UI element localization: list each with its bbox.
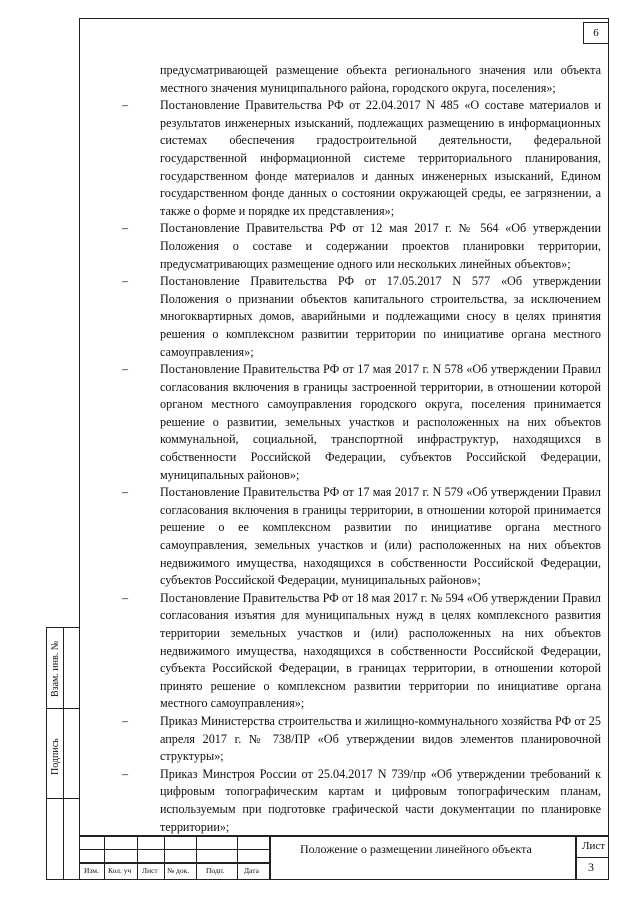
list-item — [116, 713, 601, 766]
continuation-paragraph — [116, 62, 601, 97]
header-doc-number: № док. — [167, 866, 190, 875]
list-item — [116, 361, 601, 484]
list-item — [116, 590, 601, 713]
paragraph-text: Постановление Правительства РФ от 18 мая 2017 г. № 594 «Об утверждении Правил согласования изъятия для муниципальных нужд в целях комплексного развития территории земельных участков и (или) расположенных на них объектов недвижимого имущества, находящихся в собственности Российской Федерации, субъекта Российской Федерации, в границах территории, в отношении которой принято решение о комплексном развитии территории по инициативе органа местного самоуправления»; — [160, 590, 601, 711]
list-dash: – — [122, 590, 129, 605]
document-title: Положение о размещении линейного объекта — [300, 842, 532, 856]
list-item — [116, 484, 601, 590]
list-dash: – — [122, 485, 129, 500]
header-izm: Изм. — [84, 866, 99, 875]
header-kol-uch: Кол. уч — [108, 866, 132, 875]
sheet-number: 3 — [588, 860, 594, 874]
replacement-inventory-label: Взам. инв. № — [50, 640, 61, 697]
list-dash: – — [122, 274, 129, 289]
paragraph-text: Постановление Правительства РФ от 17.05.2017 N 577 «Об утверждении Положения о признании объектов капитального строительства, за исключением многоквартирных домов, аварийными и подлежащими сносу в целях принятия решения о комплексном развитии территории по инициативе органа местного самоуправления»; — [160, 274, 601, 359]
list-dash: – — [122, 221, 129, 236]
list-item — [116, 97, 601, 220]
paragraph-text: Постановление Правительства РФ от 12 мая 2017 г. № 564 «Об утверждении Положения о составе и содержании проектов планировки территории, предусматривающих размещение одного или нескольких линейных объектов»; — [160, 221, 601, 271]
header-list: Лист — [142, 866, 158, 875]
paragraph-text: Приказ Министерства строительства и жилищно-коммунального хозяйства РФ от 25 апреля 2017 г. № 738/ПР «Об утверждении видов элементов планировочной структуры»; — [160, 713, 601, 764]
document-body — [116, 62, 601, 836]
list-item — [116, 766, 601, 836]
paragraph-text: Приказ Минстроя России от 25.04.2017 N 739/пр «Об утверждении требований к цифровым топографическим картам и цифровым топографическим планам, используемым при подготовке графической части документации по планировке территории»; — [160, 766, 601, 834]
list-item — [116, 273, 601, 361]
list-dash: – — [122, 98, 129, 113]
list-dash: – — [122, 766, 129, 781]
paragraph-text: Постановление Правительства РФ от 17 мая 2017 г. N 579 «Об утверждении Правил согласования включения в границы территории, в отношении которой принимается решение о ее комплексном развитии по инициативе органа местного самоуправления, земельных участков и (или) расположенных на них объектов недвижимого имущества, находящихся в собственности Российской Федерации, субъектов Российской Федерации, муниципальных районов»; — [160, 485, 601, 588]
sheet-label: Лист — [582, 840, 606, 852]
header-signature: Подп. — [206, 866, 225, 875]
paragraph-text: предусматривающей размещение объекта регионального значения или объекта местного значения муниципального района, городского округа, поселения»; — [160, 63, 601, 95]
list-item — [116, 220, 601, 273]
signature-label: Подпись — [50, 738, 61, 775]
header-date: Дата — [244, 866, 259, 875]
list-dash: – — [122, 362, 129, 377]
paragraph-text: Постановление Правительства РФ от 17 мая 2017 г. N 578 «Об утверждении Правил согласования включения в границы застроенной территории, в отношении которой органом местного самоуправления городского округа, поселения принимается решение о развитии, земельных участков и расположенных на них объектов коммунальной, социальной, транспортной инфраструктур, находящихся в собственности Российской Федерации, субъектов Российской Федерации, муниципальных районов»; — [160, 362, 601, 482]
list-dash: – — [122, 713, 129, 728]
paragraph-text: Постановление Правительства РФ от 22.04.2017 N 485 «О составе материалов и результатов инженерных изысканий, подлежащих размещению в информационных системах обеспечения градостроительной деятельности, федеральной государственной информационной системе территориального планирования, государственном фонде материалов и данных инженерных изысканий, Едином государственном фонде данных о состоянии окружающей среды, ее загрязнении, а также о форме и порядке их представления»; — [160, 98, 601, 218]
page-number-box: 6 — [583, 22, 609, 44]
